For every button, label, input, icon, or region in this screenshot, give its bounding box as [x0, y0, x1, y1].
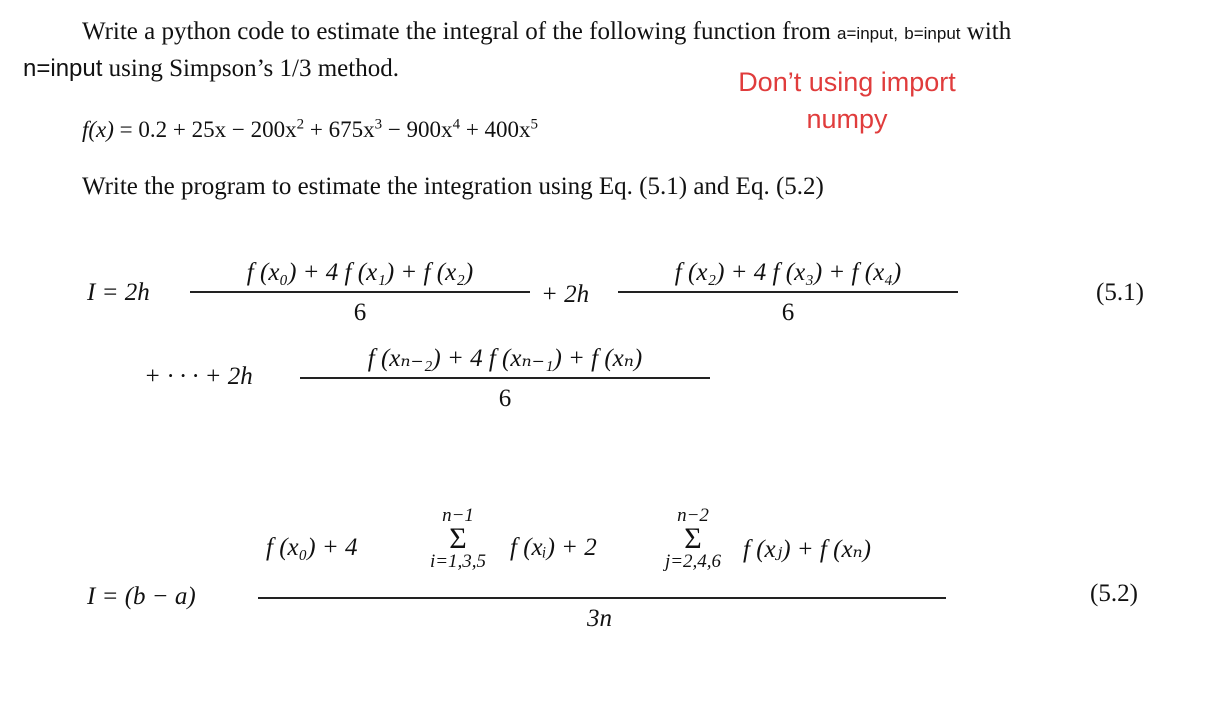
eq52-sum-1 [410, 506, 506, 572]
term-4: − 900x [382, 117, 453, 142]
sum2-lower-limit: j=2,4,6 [664, 551, 722, 572]
eq51-frac2-denominator: 6 [781, 298, 795, 326]
fraction-bar [300, 377, 710, 379]
exp-3: 3 [374, 116, 383, 133]
eq51-fraction-2 [618, 259, 958, 327]
eq51-frac3-denominator: 6 [498, 384, 512, 412]
sigma-icon: Σ [684, 522, 702, 555]
eq51-continuation: + · · · + 2h [144, 363, 253, 390]
eq52-term-1: f (x₀) + 4 [266, 534, 358, 561]
intro-method: using Simpson’s 1/3 method. [108, 55, 399, 82]
instruction-text: Write the program to estimate the integration using Eq. (5.1) and Eq. (5.2) [82, 173, 824, 200]
eq52-sum-2 [645, 506, 741, 572]
param-b-label: b=input [904, 24, 961, 43]
term-5: + 400x [460, 117, 531, 142]
note-line-2: numpy [806, 104, 888, 134]
intro-with: with [966, 18, 1012, 45]
fraction-bar [618, 291, 958, 293]
note-line-1: Don’t using import [738, 67, 956, 97]
eq52-term-3: f (xⱼ) + f (xₙ) [743, 536, 871, 563]
function-rhs: = 0.2 + 25x − 200x [119, 117, 297, 142]
exp-5: 5 [530, 116, 539, 133]
param-n-label: n=input [23, 55, 103, 82]
eq51-frac1-denominator: 6 [353, 298, 367, 326]
sum1-lower-limit: i=1,3,5 [429, 551, 487, 572]
eq52-number: (5.2) [1090, 580, 1138, 607]
eq51-fraction-3 [300, 343, 710, 413]
intro-line-1 [82, 18, 1011, 46]
exp-2: 2 [296, 116, 305, 133]
function-lhs: f(x) [82, 117, 114, 142]
term-3: + 675x [304, 117, 375, 142]
eq51-frac3-numerator: f (xₙ₋₂) + 4 f (xₙ₋₁) + f (xₙ) [367, 345, 643, 372]
eq52-denominator: 3n [587, 605, 612, 632]
eq51-lhs: I = 2h [87, 279, 150, 306]
exp-4: 4 [452, 116, 461, 133]
function-definition [82, 117, 538, 143]
fraction-bar [190, 291, 530, 293]
eq51-frac1-numerator: f (x₀) + 4 f (x₁) + f (x₂) [246, 259, 474, 286]
param-separator: , [893, 24, 899, 43]
eq51-number: (5.1) [1096, 279, 1144, 306]
intro-text: Write a python code to estimate the integral of the following function from [82, 18, 831, 45]
eq51-plus-2h: + 2h [541, 281, 590, 308]
eq52-fraction-bar [258, 597, 946, 599]
intro-line-2 [23, 55, 399, 83]
eq51-frac2-numerator: f (x₂) + 4 f (x₃) + f (x₄) [674, 259, 902, 286]
eq52-term-2: f (xᵢ) + 2 [510, 534, 597, 561]
sum2-upper-limit: n−2 [677, 505, 709, 526]
param-a-label: a=input [837, 24, 894, 43]
sum1-upper-limit: n−1 [442, 505, 474, 526]
eq51-fraction-1 [190, 259, 530, 327]
eq52-lhs: I = (b − a) [87, 583, 196, 610]
sigma-icon: Σ [449, 522, 467, 555]
